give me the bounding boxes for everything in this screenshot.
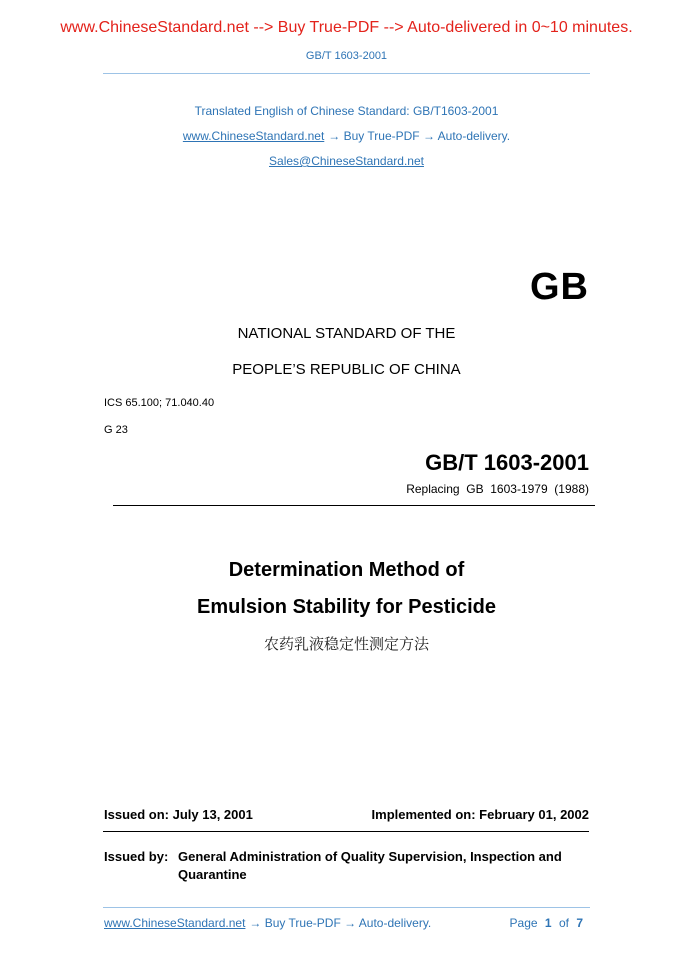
page-total: 7 — [576, 916, 583, 930]
national-line2-text: PEOPLE’S REPUBLIC OF CHINA — [232, 361, 461, 378]
number-divider — [113, 505, 595, 506]
standard-number-text: GB/T 1603-2001 — [425, 450, 589, 475]
national-standard-line1 — [0, 325, 693, 342]
translation-buy-line — [0, 129, 693, 143]
arrow-right-icon: → — [249, 916, 262, 930]
header-divider — [103, 73, 590, 74]
banner-text[interactable]: www.ChineseStandard.net --> Buy True-PDF --> Auto-delivered in 0~10 minutes. — [60, 19, 633, 36]
issued-by-line1 — [178, 849, 562, 864]
national-line1-text: NATIONAL STANDARD OF THE — [237, 325, 456, 342]
arrow-right-icon: → — [328, 129, 341, 143]
national-standard-line2 — [0, 361, 693, 378]
title-chinese-text: 农药乳液稳定性测定方法 — [263, 635, 429, 653]
footer-buy-text: Buy True-PDF — [261, 916, 345, 930]
title-chinese — [0, 633, 693, 654]
title-line1-text: Determination Method of — [228, 559, 465, 581]
issued-on-text: Issued on: July 13, 2001 — [104, 807, 253, 822]
issued-by-line2-text: Quarantine — [178, 867, 247, 882]
page-current: 1 — [544, 916, 552, 930]
auto-delivery-text: Auto-delivery. — [434, 129, 511, 143]
title-line2-text: Emulsion Stability for Pesticide — [197, 596, 496, 618]
issued-by-line2 — [178, 867, 247, 882]
replacing-note — [406, 482, 589, 496]
issued-divider — [103, 831, 589, 832]
translation-line — [0, 104, 693, 118]
translation-text: Translated English of Chinese Standard: GB/T1603-2001 — [194, 104, 499, 118]
top-banner[interactable] — [0, 19, 693, 37]
ccs-code — [104, 424, 128, 436]
arrow-right-icon: → — [422, 129, 435, 143]
ics-text: ICS 65.100; 71.040.40 — [104, 397, 215, 409]
email-link[interactable]: Sales@ChineseStandard.net — [269, 154, 424, 168]
ics-code — [104, 397, 214, 409]
site-link[interactable]: www.ChineseStandard.net — [182, 129, 325, 143]
gb-logo — [530, 266, 589, 309]
footer-buy-line — [104, 916, 431, 930]
buy-text: Buy True-PDF — [340, 129, 423, 143]
standard-number — [425, 450, 589, 476]
title-line1 — [0, 559, 693, 582]
page-indicator — [510, 916, 583, 930]
issued-by-label-text: Issued by: — [104, 849, 169, 864]
title-line2 — [0, 596, 693, 619]
ccs-text: G 23 — [104, 424, 128, 436]
footer-divider — [103, 907, 590, 908]
page-label: Page — [509, 916, 538, 930]
gb-logo-text: GB — [530, 266, 589, 308]
footer-site-link[interactable]: www.ChineseStandard.net — [104, 916, 246, 930]
header-code — [0, 50, 693, 62]
header-code-text: GB/T 1603-2001 — [305, 50, 388, 62]
email-line — [0, 154, 693, 168]
issued-by-line1-text: General Administration of Quality Supervision, Inspection and — [178, 849, 562, 864]
implemented-on — [372, 807, 589, 822]
replacing-text: Replacing GB 1603-1979 (1988) — [406, 482, 589, 496]
issued-on — [104, 807, 253, 822]
page-of: of — [558, 916, 569, 930]
issued-by-label — [104, 849, 168, 864]
implemented-on-text: Implemented on: February 01, 2002 — [371, 807, 589, 822]
footer-auto-delivery-text: Auto-delivery. — [356, 916, 432, 930]
arrow-right-icon: → — [344, 916, 357, 930]
